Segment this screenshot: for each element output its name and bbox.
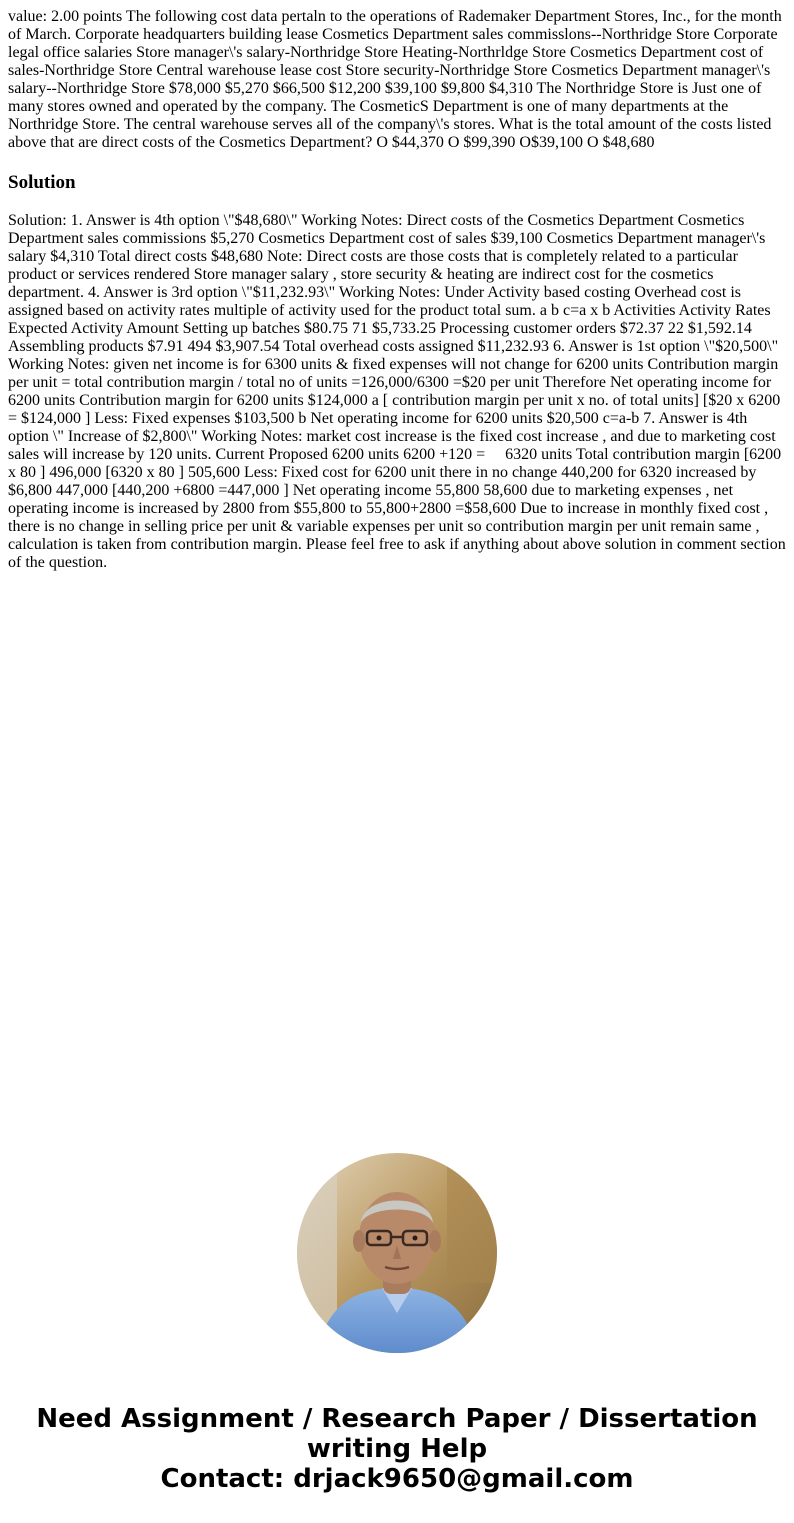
solution-heading: Solution xyxy=(8,172,76,193)
promo-contact: Contact: drjack9650@gmail.com xyxy=(160,1464,634,1494)
promo-line-2: writing Help xyxy=(306,1434,488,1464)
author-avatar xyxy=(297,1153,497,1353)
promo-banner xyxy=(0,1404,794,1494)
promo-line-1: Need Assignment / Research Paper / Dissertation xyxy=(36,1404,758,1434)
document-content xyxy=(8,8,790,572)
question-text: value: 2.00 points The following cost data pertaln to the operations of Rademaker Department Stores, Inc., for the month of March. Corporate headquarters building lease Cosmetics Department sales commisslons--Northridge Store Corporate legal office salaries Store manager\'s salary-Northridge Store Heating-Northrldge Store Cosmetics Department cost of sales-Northridge Store Central warehouse lease cost Store security-Northridge Store Cosmetics Department manager\'s salary--Northridge Store $78,000 $5,270 $66,500 $12,200 $39,100 $9,800 $4,310 The Northridge Store is Just one of many stores owned and operated by the company. The CosmeticS Department is one of many departments at the Northridge Store. The central warehouse serves all of the company\'s stores. What is the total amount of the costs listed above that are direct costs of the Cosmetics Department? O $44,370 O $99,390 O$39,100 O $48,680 xyxy=(8,8,786,151)
solution-text: Solution: 1. Answer is 4th option \"$48,680\" Working Notes: Direct costs of the Cosmetics Department Cosmetics Department sales commissions $5,270 Cosmetics Department cost of sales $39,100 Cosmetics Department manager\'s salary $4,310 Total direct costs $48,680 Note: Direct costs are those costs that is completely related to a particular product or services rendered Store manager salary , store security & heating are indirect cost for the cosmetics department. 4. Answer is 3rd option \"$11,232.93\" Working Notes: Under Activity based costing Overhead cost is assigned based on activity rates multiple of activity used for the product total sum. a b c=a x b Activities Activity Rates Expected Activity Amount Setting up batches $80.75 71 $5,733.25 Processing customer orders $72.37 22 $1,592.14 Assembling products $7.91 494 $3,907.54 Total overhead costs assigned $11,232.93 6. Answer is 1st option \"$20,500\" Working Notes: given net income is for 6300 units & fixed expenses will not change for 6200 units Contribution margin per unit = total contribution margin / total no of units =126,000/6300 =$20 per unit Therefore Net operating income for 6200 units Contribution margin for 6200 units $124,000 a [ contribution margin per unit x no. of total units] [$20 x 6200 = $124,000 ] Less: Fixed expenses $103,500 b Net operating income for 6200 units $20,500 c=a-b 7. Answer is 4th option \" Increase of $2,800\" Working Notes: market cost increase is the fixed cost increase , and due to marketing cost sales will increase by 120 units. Current Proposed 6200 units 6200 +120 = 6320 units Total contribution margin [6200 x 80 ] 496,000 [6320 x 80 ] 505,600 Less: Fixed cost for 6200 unit there in no change 440,200 for 6320 increased by $6,800 447,000 [440,200 +6800 =447,000 ] Net operating income 55,800 58,600 due to marketing expenses , net operating income is increased by 2800 from $55,800 to 55,800+2800 =$58,600 Due to increase in monthly fixed cost , there is no change in selling price per unit & variable expenses per unit so contribution margin per unit remain same , calculation is taken from contribution margin. Please feel free to ask if anything about above solution in comment section of the question. xyxy=(8,212,790,571)
